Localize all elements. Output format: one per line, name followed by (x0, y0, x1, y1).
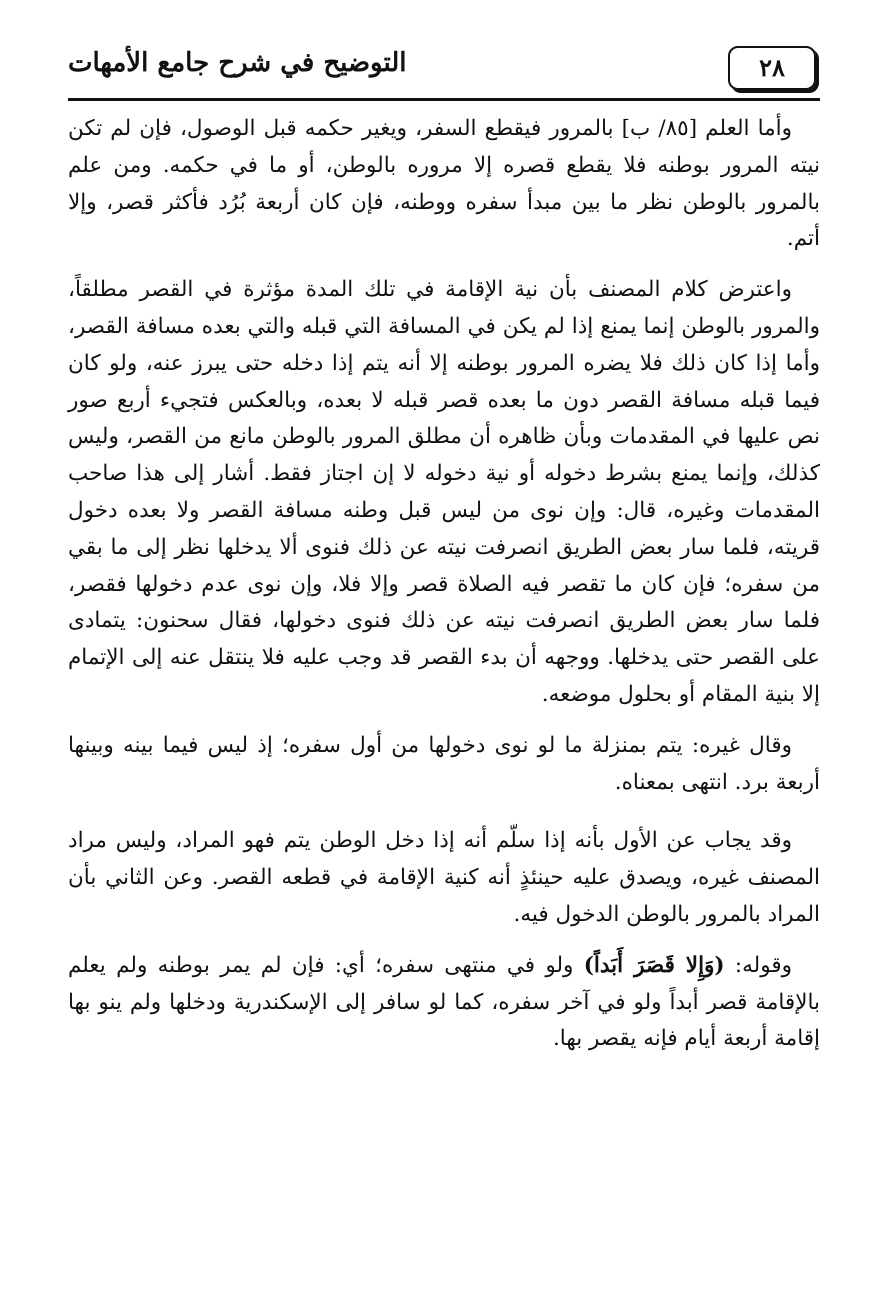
running-title: التوضيح في شرح جامع الأمهات (68, 48, 407, 78)
paragraph-2: واعترض كلام المصنف بأن نية الإقامة في تلك المدة مؤثرة في القصر مطلقاً، والمرور بالوطن إنما يمنع إذا لم يكن في المسافة التي قبله والتي بعده مسافة القصر، وأما إذا كان ذلك فلا يضره المرور بوطنه إلا أنه يتم إذا دخله حتى يبرز عنه، ولو كان فيما قبله مسافة القصر دون ما بعده قصر قبله لا بعده، وبالعكس فتجيء أربع صور نص عليها في المقدمات وبأن ظاهره أن مطلق المرور بالوطن مانع من القصر، وليس كذلك، وإنما يمنع بشرط دخوله أو نية دخوله لا إن اجتاز فقط. أشار إلى هذا صاحب المقدمات وغيره، قال: وإن نوى من ليس قبل وطنه مسافة القصر ولا بعده دخول قريته، فلما سار بعض الطريق انصرفت نيته عن ذلك فنوى ألا يدخلها نظر إلى ما بقي من سفره؛ فإن كان ما تقصر فيه الصلاة قصر وإلا فلا، وإن نوى عدم دخولها فقصر، فلما سار بعض الطريق انصرفت نيته عن ذلك فنوى دخولها، فقال سحنون: يتمادى على القصر حتى يدخلها. ووجهه أن بدء القصر قد وجب عليه فلا ينتقل عنه إلى الإتمام إلا بنية المقام أو بحلول موضعه. (68, 277, 820, 707)
body-text (68, 111, 820, 1058)
paragraph-1: وأما العلم [٨٥/ ب] بالمرور فيقطع السفر، ويغير حكمه قبل الوصول، فإن لم تكن نيته المرور بوطنه فلا يقطع قصره إلا مروره بالوطن، أو ما في حكمه. ومن علم بالمرور بالوطن نظر ما بين مبدأ سفره ووطنه، فإن كان أربعة بُرُد فأكثر قصر، وإلا أتم. (68, 116, 820, 252)
paragraph-5 (68, 948, 820, 1058)
paragraph-5-rest: ولو في منتهى سفره؛ أي: فإن لم يمر بوطنه ولم يعلم بالإقامة قصر أبداً ولو في آخر سفره، كما لو سافر إلى الإسكندرية ودخلها ولم ينو بها إقامة أربعة أيام فإنه يقصر بها. (68, 952, 820, 1052)
paragraph-3: وقال غيره: يتم بمنزلة ما لو نوى دخولها من أول سفره؛ إذ ليس فيما بينه وبينها أربعة برد. انتهى بمعناه. (68, 732, 820, 795)
quoted-matn: (وَإِلا قَصَرَ أَبَداً) (583, 952, 725, 978)
page-header (68, 40, 820, 101)
page-number: ٢٨ (728, 46, 816, 90)
paragraph-5-lead: وقوله: (724, 952, 792, 978)
paragraph-4: وقد يجاب عن الأول بأنه إذا سلّم أنه إذا دخل الوطن يتم فهو المراد، وليس مراد المصنف غيره، ويصدق عليه حينئذٍ أنه كنية الإقامة في قطعه القصر. وعن الثاني بأن المراد بالمرور بالوطن الدخول فيه. (68, 828, 820, 927)
document-page (68, 40, 820, 1260)
